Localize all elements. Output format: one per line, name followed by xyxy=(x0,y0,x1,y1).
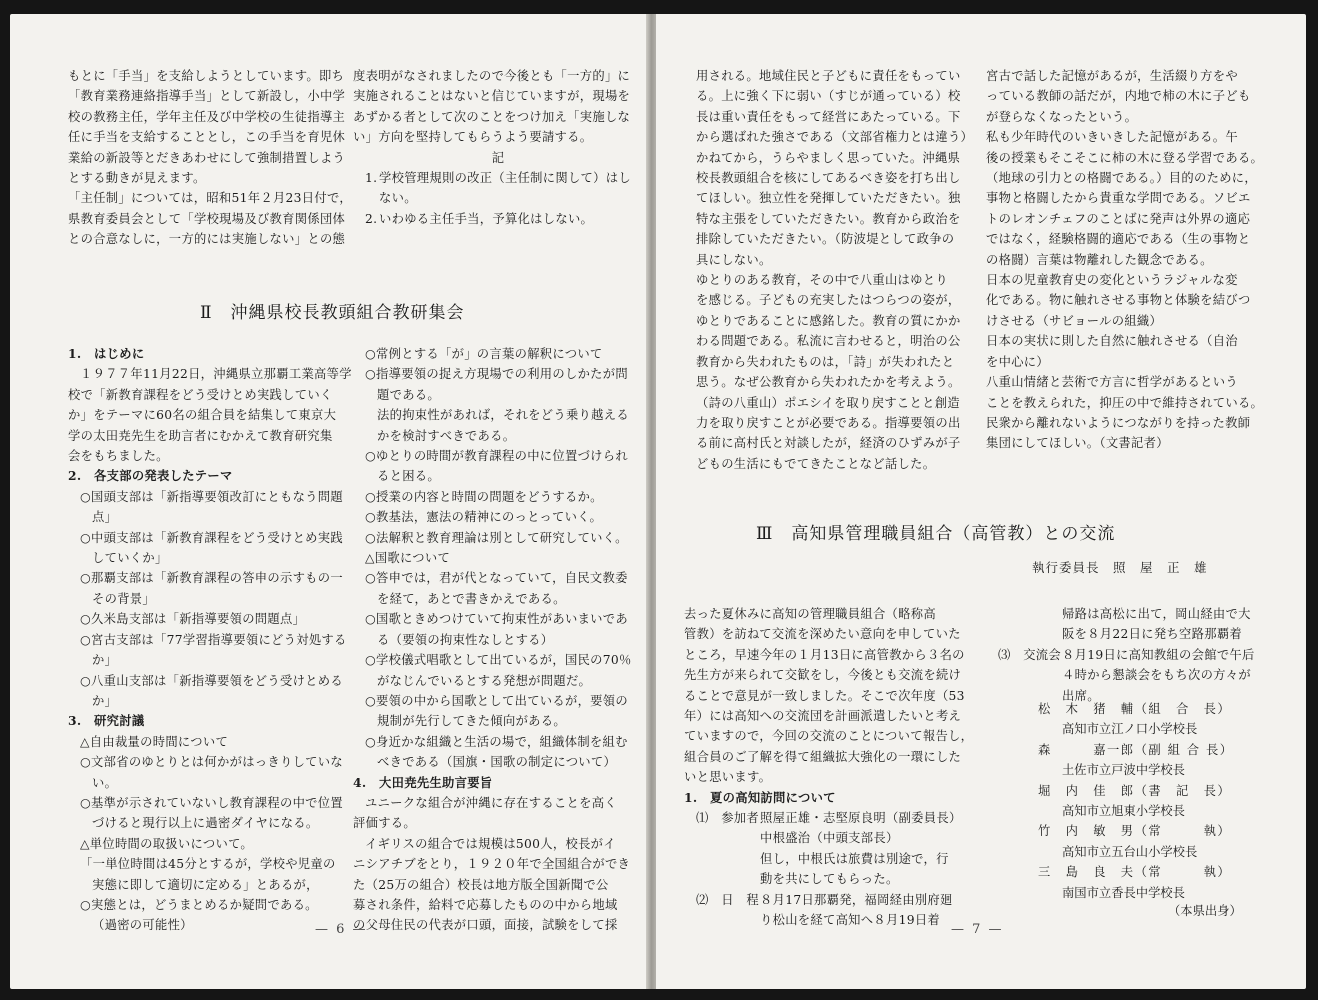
text-line: 募され条件，給料で応募したものの中から地域 xyxy=(353,897,618,912)
text-line: 点」 xyxy=(92,510,118,525)
text-line: もとに「手当」を支給しようとしています。即ち xyxy=(68,69,345,83)
text-line: べきである（国旗・国歌の制定について） xyxy=(377,755,617,770)
text-line: どもの生活にもでてきたことなど話した。 xyxy=(696,456,936,471)
attendee-affiliation: 高知市立五台山小学校長 xyxy=(1062,844,1198,859)
text-line: ○国歌ときめつけていて拘束性があいまいであ xyxy=(365,612,628,627)
attendee-name: 松 木 猪 輔（組 合 長） xyxy=(1038,702,1232,716)
meeting-line: ４時から懇談会をもち次の方々が xyxy=(1062,668,1251,683)
text-line: ○身近かな組織と生活の場で，組織体制を組む xyxy=(365,734,628,749)
text-line: かを検討すべきである。 xyxy=(377,428,516,443)
text-line: ところ，早速今年の１月13日に高管教から３名の xyxy=(684,647,965,662)
request-item xyxy=(353,168,643,188)
text-line: 任に手当を支給することとし，この手当を育児休 xyxy=(68,130,346,145)
text-line: 用される。地域住民と子どもに責任をもってい xyxy=(696,69,961,83)
meeting-line: 出席。 xyxy=(1062,688,1100,703)
text-line: 去った夏休みに高知の管理職員組合（略称高 xyxy=(684,607,936,621)
text-line: 2. 各支部の発表したテーマ xyxy=(68,468,233,484)
text-line: △国歌について xyxy=(365,551,451,566)
text-line: ○教基法，憲法の精神にのっとっていく。 xyxy=(365,510,603,525)
text-line: わる問題である。私流に言わせると，明治の公 xyxy=(696,334,961,349)
meeting-block xyxy=(986,645,1286,706)
text-line: 「一単位時間は45分とするが，学校や児童の xyxy=(80,857,336,872)
page-number-6: — 6 — xyxy=(315,922,368,937)
text-line: 校の教務主任，学年主任及び中学校の生徒指導主 xyxy=(68,109,346,124)
text-line: 教育から失われたものは，「詩」が失われたと xyxy=(696,354,955,369)
visit-heading: 1. 夏の高知訪問について xyxy=(684,789,836,805)
text-line: が登らなくなったという。 xyxy=(986,109,1138,124)
text-line: から選ばれた強さである（文部省権力とは違う） xyxy=(696,130,974,145)
text-line: 日本の実状に則した自然に触れさせる（自治 xyxy=(986,334,1238,349)
text-line: 県教育委員会として「学校現場及び教育関係団体 xyxy=(68,211,346,226)
text-line: ○基準が示されていないし教育課程の中で位置 xyxy=(80,795,343,810)
attendee-name: 堀 内 佳 郎（書 記 長） xyxy=(1038,783,1232,798)
text-line: 法的拘束性があれば，それをどう乗り越える xyxy=(377,408,629,423)
text-line: ていますので，今回の交流のことについて報告し， xyxy=(684,729,974,744)
text-line: っている教師の話だが，内地で柿の木に子ども xyxy=(986,89,1251,104)
text-line: ○法解釈と教育理論は別として研究していく。 xyxy=(365,530,628,545)
text-line: 事物と格闘したから貴重な学問である。ソビエ xyxy=(986,191,1251,206)
request-number: 1. xyxy=(365,171,378,186)
text-line: 度表明がなされましたので今後とも「一方的」に xyxy=(353,69,631,83)
text-line: を感じる。子どもの充実したはつらつの姿が， xyxy=(696,293,961,308)
attendee-affiliation: 高知市立旭東小学校長 xyxy=(1062,804,1185,819)
ki-heading: 記 xyxy=(491,150,505,165)
text-line: ○要領の中から国歌として出ているが，要領の xyxy=(365,693,628,708)
participant-line: 照屋正雄・志堅原良明（副委員長） xyxy=(760,811,962,826)
text-line: 私も少年時代のいきいきした記憶がある。午 xyxy=(986,130,1238,145)
text-line: る（要領の拘束性なしとする） xyxy=(377,632,554,647)
text-line: 宮古で話した記憶があるが，生活綴り方をや xyxy=(986,69,1238,83)
text-line: の父母住民の代表が口頭，面接，試験をして採 xyxy=(353,918,618,933)
text-line: ることで意見が一致しました。そこで次年度（53 xyxy=(684,688,965,703)
text-line: いと思います。 xyxy=(684,770,772,785)
text-line: トのレオンチェフのことばに発声は外界の適応 xyxy=(986,211,1251,226)
text-line: 排除していただきたい。（防波堤として政争の xyxy=(696,232,955,247)
text-line: 帰路は高松に出て，岡山経由で大 xyxy=(1062,607,1251,621)
text-line: 題である。 xyxy=(377,387,440,402)
text-line: 民衆から離れないようにつながりを持った教師 xyxy=(986,415,1251,430)
text-line: 組合員のご了解を得て組織拡大強化の一環にした xyxy=(684,749,962,764)
text-line: ○宮古支部は「77学習指導要領にどう対処する xyxy=(80,632,347,647)
text-line: ○那覇支部は「新教育課程の答申の示すもの一 xyxy=(80,571,343,586)
text-line: 校長教頭組合を核にしてあるべき姿を打ち出し xyxy=(696,171,961,186)
text-line: た（25万の組合）校長は地方版全国新聞で公 xyxy=(353,877,609,892)
text-line: 阪を８月22日に発ち空路那覇着 xyxy=(1062,627,1243,642)
text-line: 思う。なぜ公教育から失われたかを考えよう。 xyxy=(696,375,961,390)
text-line: 校で「新教育課程をどう受けとめ実践していく xyxy=(68,387,333,402)
text-line: 化である。物に触れさせる事物と体験を結びつ xyxy=(986,293,1251,308)
text-line: がなじんでいるとする発想が問題だ。 xyxy=(377,673,592,688)
text-line: ユニークな組合が沖縄に存在することを高く xyxy=(365,795,617,810)
left-column1-body xyxy=(68,344,352,936)
text-line: ○ゆとりの時間が教育課程の中に位置づけられ xyxy=(365,449,628,464)
text-line: づけると現行以上に過密ダイヤになる。 xyxy=(92,816,319,831)
request-item xyxy=(353,188,643,208)
section-title-kochi: Ⅲ 高知県管理職員組合（高管教）との交流 xyxy=(756,524,1116,544)
text-line: 管教）を訪ねて交流を深めたい意向を申していた xyxy=(684,627,961,642)
text-line: 長は重い責任をもって経営にあたっている。下 xyxy=(696,109,961,124)
text-line: 実施されることはないと信じていますが，現場を xyxy=(353,89,631,104)
schedule-label: ⑵ 日 程 xyxy=(696,892,759,907)
text-line: ○答申では，君が代となっていて，自民文教委 xyxy=(365,571,628,586)
participant-line: 動を共にしてもらった。 xyxy=(760,872,899,887)
text-line: 力を取り戻すことが必要である。指導要領の出 xyxy=(696,415,961,430)
text-line: 4. 大田尭先生助言要旨 xyxy=(353,774,493,790)
text-line: 規制が先行してきた傾向がある。 xyxy=(377,714,566,729)
right-page xyxy=(656,14,1306,989)
roster-note: （本県出身） xyxy=(1168,904,1242,918)
text-line: （過密の可能性） xyxy=(92,918,193,933)
text-line: い。 xyxy=(92,775,118,790)
schedule-line: り松山を経て高知へ８月19日着 xyxy=(760,913,941,928)
text-line: 評価する。 xyxy=(353,816,416,831)
request-text: 学校管理規則の改正（主任制に関して）はし xyxy=(379,171,631,186)
right-column1-top-text xyxy=(696,66,986,474)
text-line: ○八重山支部は「新指導要領をどう受けとめる xyxy=(80,673,343,688)
text-line: 年）には高知への交流団を計画派遣したいと考え xyxy=(684,709,962,724)
text-line: ○常例とする「が」の言葉の解釈について xyxy=(365,347,603,361)
text-line: ニシアチブをとり，１９２０年で全国組合ができ xyxy=(353,857,631,872)
text-line: を経て，あとで書きかえである。 xyxy=(377,591,566,606)
attendee-affiliation: 高知市立江ノ口小学校長 xyxy=(1062,722,1198,737)
text-line: １９７７年11月22日，沖縄県立那覇工業高等学 xyxy=(80,367,352,382)
meeting-label: ⑶ 交流会 xyxy=(998,647,1061,662)
left-column2-top-text xyxy=(353,66,643,229)
participants-block xyxy=(684,808,989,890)
request-text: ない。 xyxy=(379,191,417,206)
attendee-name: 三 島 良 夫（常 執） xyxy=(1038,865,1232,880)
text-line: との合意なしに，一方的には実施しない」との態 xyxy=(68,232,346,247)
attendee-affiliation: 南国市立香長中学校長 xyxy=(1062,885,1185,900)
text-line: ○中頭支部は「新教育課程をどう受けとめ実践 xyxy=(80,530,343,545)
text-line: ○授業の内容と時間の問題をどうするか。 xyxy=(365,489,603,504)
text-line: ゆとりのある教育，その中で八重山はゆとり xyxy=(696,273,948,288)
text-line: 「主任制」については，昭和51年２月23日付で， xyxy=(68,191,352,206)
text-line: 先生方が来られて交歓をし，今後とも交流を続け xyxy=(684,668,962,683)
text-line: 実態に即して適切に定める」とあるが， xyxy=(92,877,319,892)
author-line: 執行委員長 照 屋 正 雄 xyxy=(1032,560,1208,575)
participant-line: 中根盛治（中頭支部長） xyxy=(760,831,899,846)
text-line: ○実態とは，どうまとめるか疑問である。 xyxy=(80,897,318,912)
schedule-block xyxy=(684,890,989,931)
participant-line: 但し，中根氏は旅費は別途で，行 xyxy=(760,851,949,866)
text-line: △単位時間の取扱いについて。 xyxy=(80,836,254,851)
left-page xyxy=(10,14,648,989)
right-column2-top-text xyxy=(986,66,1286,454)
text-line: 特な主張をしていただきたい。教育から政治を xyxy=(696,211,961,226)
text-line: 「教育業務連絡指導手当」として新設し，小中学 xyxy=(68,89,346,104)
text-line: 八重山情緒と芸術で方言に哲学があるという xyxy=(986,375,1238,390)
text-line: ○文部省のゆとりとは何かがはっきりしていな xyxy=(80,755,343,770)
text-line: とする動きが見えます。 xyxy=(68,171,206,186)
text-line: か」をテーマに60名の組合員を結集して東京大 xyxy=(68,408,337,423)
text-line: を中心に） xyxy=(986,354,1049,369)
text-line: あずかる者として次のことをつけ加え「実施しな xyxy=(353,109,631,124)
text-line: （地球の引力との格闘である。）目的のために， xyxy=(986,171,1257,186)
text-line: かねてから，うらやましく思っていた。沖縄県 xyxy=(696,150,961,165)
text-line: る前に高村氏と対談したが，経済のひずみが子 xyxy=(696,436,961,451)
text-line: てほしい。独立性を発揮していただきたい。独 xyxy=(696,191,961,206)
text-line: い」方向を堅持してもらうよう要請する。 xyxy=(353,130,593,145)
request-number: 2. xyxy=(365,211,378,226)
text-line: ことを教えられた，抑圧の中で維持されている。 xyxy=(986,395,1264,410)
text-line: 具にしない。 xyxy=(696,252,772,267)
text-line: 集団にしてほしい。（文書記者） xyxy=(986,436,1169,451)
text-line: けさせる（サビョールの組織） xyxy=(986,313,1163,328)
text-line: 日本の児童教育史の変化というラジャルな変 xyxy=(986,273,1238,288)
text-line: ると困る。 xyxy=(377,469,440,484)
text-line: △自由裁量の時間について xyxy=(80,734,229,749)
text-line: ○国頭支部は「新指導要領改訂にともなう問題 xyxy=(80,489,343,504)
text-line: 後の授業もそこそこに柿の木に登る学習である。 xyxy=(986,150,1264,165)
attendee-roster xyxy=(1012,699,1292,903)
text-line: 業給の新設等とだきあわせにして強制措置しよう xyxy=(68,150,346,165)
attendee-name: 森 嘉一郎（副 組 合 長） xyxy=(1038,742,1234,757)
request-text: いわゆる主任手当，予算化はしない。 xyxy=(379,211,594,226)
text-line: ○久米島支部は「新指導要領の問題点」 xyxy=(80,612,306,627)
text-line: 会をもちました。 xyxy=(68,449,169,464)
text-line: その背景」 xyxy=(92,591,155,606)
text-line: る。上に強く下に弱い（すじが通っている）校 xyxy=(696,89,961,104)
text-line: 学の太田尭先生を助言者にむかえて教育研究集 xyxy=(68,428,333,443)
attendee-name: 竹 内 敏 男（常 執） xyxy=(1038,824,1232,839)
text-line: か」 xyxy=(92,693,118,708)
request-number xyxy=(365,188,379,208)
request-item xyxy=(353,209,643,229)
page-number-7: — 7 — xyxy=(951,922,1004,937)
text-line: ○指導要領の捉え方現場での利用のしかたが問 xyxy=(365,367,628,382)
text-line: していくか」 xyxy=(92,551,168,566)
text-line: 3. 研究討議 xyxy=(68,713,145,729)
text-line: イギリスの組合では規模は500人，校長がイ xyxy=(365,836,616,851)
meeting-line: ８月19日に高知教組の会館で午后 xyxy=(1062,647,1255,662)
text-line: ゆとりであることに感銘した。教育の質にかか xyxy=(696,313,961,328)
text-line: ○学校儀式唱歌として出ているが，国民の70％ xyxy=(365,653,632,668)
text-line: の格闘）言葉は物離れした観念である。 xyxy=(986,252,1213,267)
text-line: 1. はじめに xyxy=(68,346,145,361)
text-line: ではなく，経験格闘的適応である（生の事物と xyxy=(986,232,1251,247)
participants-label: ⑴ 参加者 xyxy=(696,811,759,826)
right-column1-body xyxy=(684,604,989,931)
section-title-okinawa: Ⅱ 沖縄県校長教頭組合教研集会 xyxy=(200,303,465,323)
left-column1-top-text xyxy=(68,66,352,250)
right-column2-body xyxy=(986,604,1286,706)
text-line: （詩の八重山）ポエシイを取り戻すことと創造 xyxy=(696,395,960,410)
left-column2-body xyxy=(353,344,643,936)
attendee-affiliation: 土佐市立戸波中学校長 xyxy=(1062,763,1185,778)
schedule-line: ８月17日那覇発，福岡経由別府廻 xyxy=(760,892,953,907)
text-line: か」 xyxy=(92,653,118,668)
